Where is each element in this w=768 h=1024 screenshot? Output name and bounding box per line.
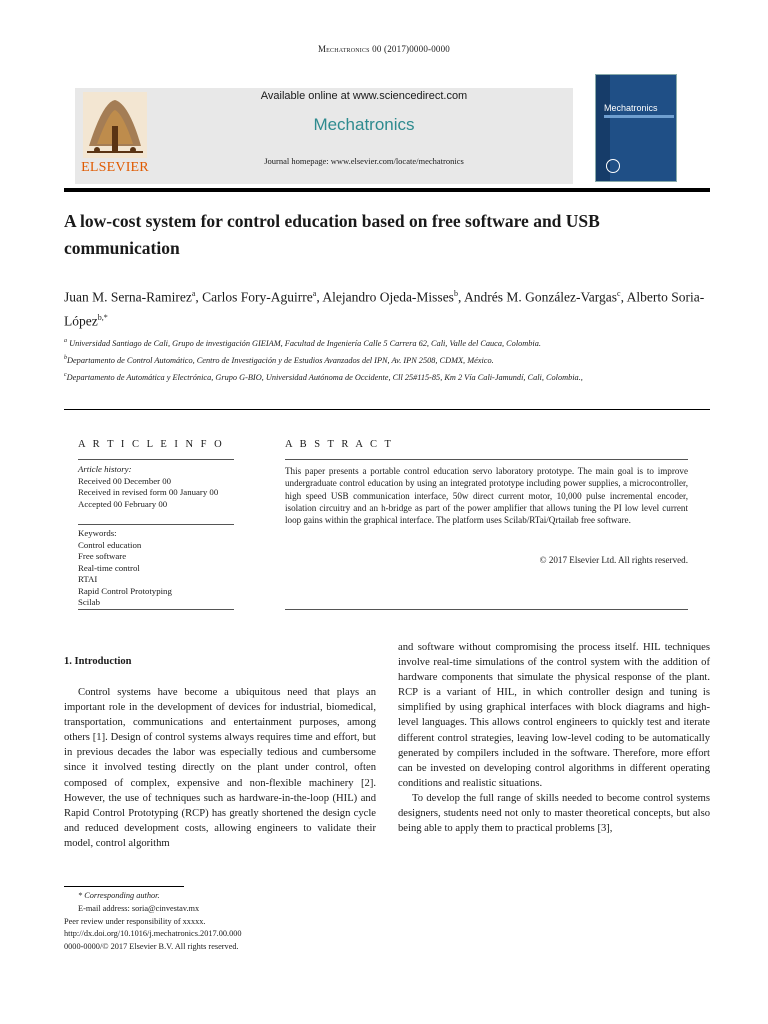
article-history-label: Article history: xyxy=(78,464,132,474)
body-paragraph: and software without compromising the process itself. HIL techniques involve real-time simulations of the control system with the addition of hardware components that simulate the physical response of the plant. RCP is a variant of HIL, in which controller design and tuning is simplified by using graphical interfaces with block diagrams and high-level languages. This allows control engineers to quickly test and iterate different control strategies, leaving low-level coding to be automatically generated by compilers included in the software. Therefore, more effort can be invested on developing control algorithms in different operating conditions and realistic situations. xyxy=(398,642,710,789)
cover-logo-icon xyxy=(606,159,620,173)
issn-copyright: 0000-0000/© 2017 Elsevier B.V. All rights reserved. xyxy=(64,942,239,952)
author-affiliation-mark: b,* xyxy=(97,312,108,322)
body-paragraph: To develop the full range of skills needed to become control systems designers, students need not only to master theoretical concepts, but also being able to apply them to practical problems [3], xyxy=(398,792,710,835)
affiliation-mark: a xyxy=(64,338,67,344)
cover-subtitle-bar xyxy=(604,115,674,118)
article-info-rule xyxy=(78,609,234,610)
running-header xyxy=(0,44,768,54)
footnotes xyxy=(64,890,394,954)
abstract-copyright: © 2017 Elsevier Ltd. All rights reserved. xyxy=(539,555,688,565)
body-column-right xyxy=(398,640,710,836)
article-history xyxy=(78,464,238,510)
elsevier-logo xyxy=(75,88,155,184)
cover-title: Mechatronics xyxy=(604,103,658,113)
history-item: Accepted 00 February 00 xyxy=(78,498,168,509)
article-info-rule xyxy=(78,524,234,525)
corresponding-author-note: * Corresponding author. xyxy=(78,891,160,900)
affiliation-line xyxy=(64,351,724,368)
journal-name: Mechatronics xyxy=(313,115,415,134)
affiliation-line xyxy=(64,368,724,385)
body-paragraph: Control systems have become a ubiquitous need that plays an important role in the development of devices for industrial, biomedical, transportation, communications and entertainment purposes, among others [1]. Design of control systems always requires time and effort, but in previous decades the labor was especially tedious and cumbersome since it involved testing directly on the plant under control, often composed of complex, expensive and non-flexible machinery [2]. However, the use of techniques such as hardware-in-the-loop (HIL) and Rapid Control Prototyping (RCP) has greatly shortened the design cycle and reduced development costs, allowing engineers to validate their model, control algorithm xyxy=(64,687,376,849)
author-name: Alejandro Ojeda-Misses xyxy=(322,289,454,305)
author-affiliation-mark: a xyxy=(191,289,196,298)
affiliation-mark: c xyxy=(64,371,67,378)
body-column-left xyxy=(64,685,376,851)
abstract-rule xyxy=(285,609,688,610)
keyword: Control education xyxy=(78,539,142,550)
history-item: Received 00 December 00 xyxy=(78,475,172,486)
author-affiliation-mark: b xyxy=(453,289,458,298)
footnote-rule xyxy=(64,886,184,887)
history-item: Received in revised form 00 January 00 xyxy=(78,487,219,497)
peer-review-note: Peer review under responsibility of xxxxx. xyxy=(64,916,206,926)
paper-title: A low-cost system for control education based on free software and USB communication xyxy=(64,211,600,258)
running-header-volume: 00 (2017)0000-0000 xyxy=(369,44,451,54)
doi-link[interactable]: http://dx.doi.org/10.1016/j.mechatronics.2017.00.000 xyxy=(64,929,242,939)
title-rule xyxy=(64,409,710,410)
article-info-rule xyxy=(78,459,234,460)
author-list: Juan M. Serna-Ramirez$^a$, Carlos Fory-Aguirre$^a$, Alejandro Ojeda-Misses$^b$, Andrés M. González-Vargas$^c$, Alberto Soria-López$^{b,*}$ xyxy=(64,289,705,328)
abstract-text: This paper presents a portable control education servo laboratory prototype. The main goal is to improve undergraduate control education by using an integrated prototype including power supplies, a microcontroller, high speed USB communication interface, 50w direct current motor, 10,000 pulse incremental encoder, isolation circuitry and an h-bridge as part of the power amplifier that allows tuning the PI low level current loop gains within the graphical interface. The platform uses Scilab/RTai/Qrtailab free software. xyxy=(285,466,688,526)
affiliation-mark: b xyxy=(64,354,67,361)
affiliation-text: Departamento de Automática y Electrónica, Grupo G-BIO, Universidad Autónoma de Occidente, Cll 25#115-85, Km 2 Vía Cali-Jamundí, Cali, Colombia., xyxy=(66,372,583,382)
author-affiliation-mark: c xyxy=(617,289,621,298)
keyword: Free software xyxy=(78,551,127,561)
running-header-journal: Mechatronics xyxy=(317,44,370,54)
keyword: RTAI xyxy=(78,574,98,584)
affiliations xyxy=(64,334,724,384)
publisher-name: ELSEVIER xyxy=(81,160,149,175)
available-online-text: Available online at www.sciencedirect.com xyxy=(260,90,468,102)
abstract-rule xyxy=(285,459,688,460)
author-name: Alberto Soria-López xyxy=(64,289,705,328)
author-name: Andrés M. González-Vargas xyxy=(463,289,618,305)
keywords xyxy=(78,528,238,609)
affiliation-text: Universidad Santiago de Cali, Grupo de investigación GIEIAM, Facultad de Ingeniería Calle 5 Carrera 62, Cali, Valle del Cauca, Colombia. xyxy=(67,338,541,348)
keywords-label: Keywords: xyxy=(78,528,117,538)
journal-cover-image xyxy=(595,74,677,182)
abstract-heading: A B S T R A C T xyxy=(285,439,394,450)
affiliation-line xyxy=(64,334,724,351)
keyword: Rapid Control Prototyping xyxy=(78,585,172,596)
affiliation-text: Departamento de Control Automático, Centro de Investigación y de Estudios Avanzados del IPN, Av. IPN 2508, CDMX, México. xyxy=(67,355,494,365)
article-info-heading: A R T I C L E I N F O xyxy=(78,439,225,450)
journal-homepage: Journal homepage: www.elsevier.com/locate/mechatronics xyxy=(264,156,464,166)
header-rule xyxy=(64,188,710,192)
author-name: Juan M. Serna-Ramirez xyxy=(64,289,192,305)
elsevier-tree-icon xyxy=(83,92,147,158)
author-affiliation-mark: a xyxy=(312,289,317,298)
keyword: Real-time control xyxy=(78,562,140,573)
author-name: Carlos Fory-Aguirre xyxy=(202,289,313,305)
section-heading: 1. Introduction xyxy=(64,656,132,667)
keyword: Scilab xyxy=(78,597,100,607)
email-address[interactable]: E-mail address: soria@cinvestav.mx xyxy=(78,903,200,913)
journal-banner xyxy=(75,68,711,184)
